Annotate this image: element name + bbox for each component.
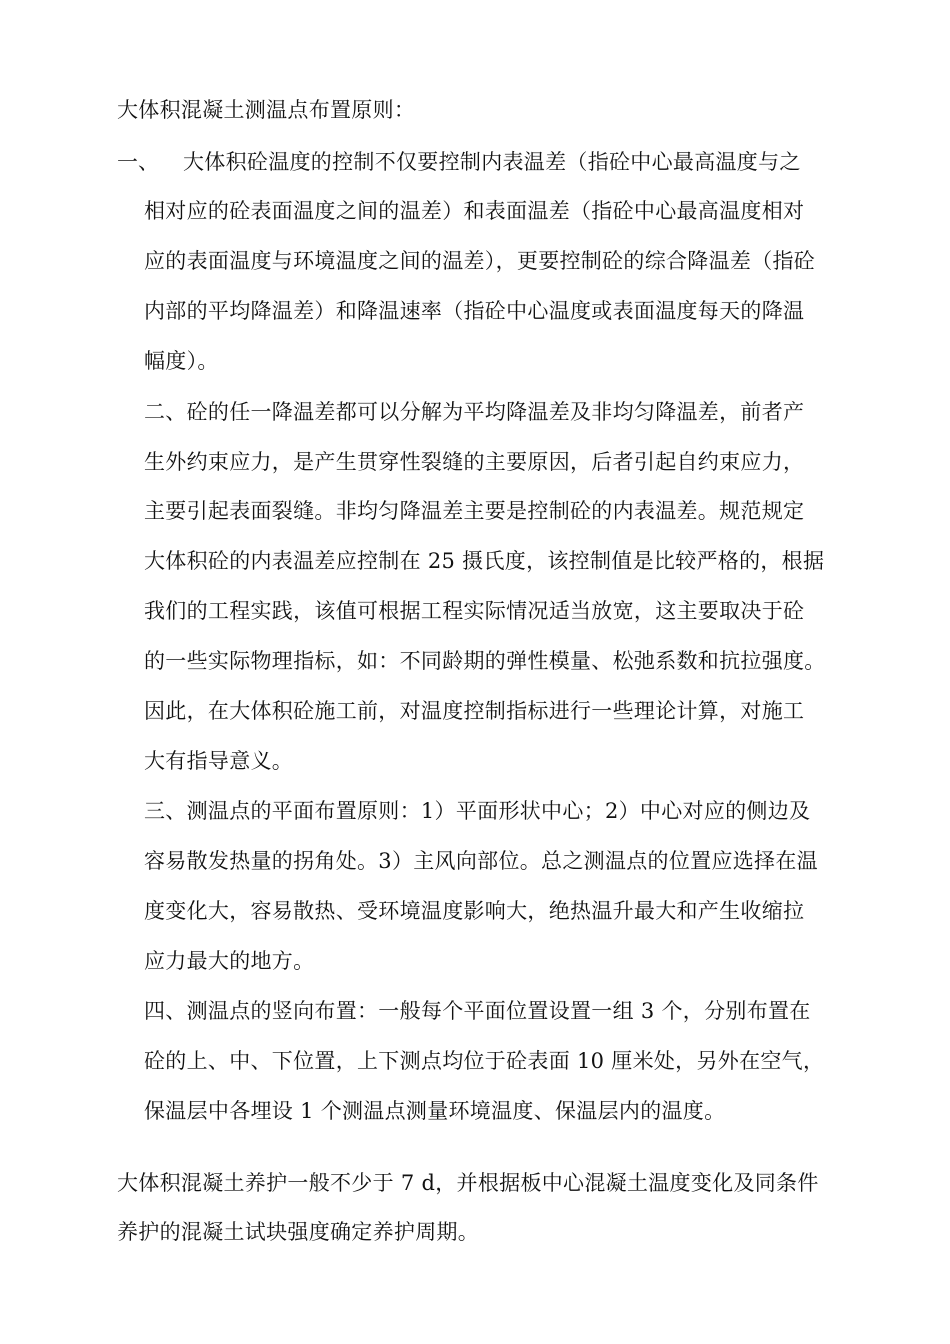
section-1-marker: 一、 xyxy=(117,150,159,174)
paragraph-line: 内部的平均降温差）和降温速率（指砼中心温度或表面温度每天的降温 xyxy=(144,299,805,323)
paragraph-line: 生外约束应力，是产生贯穿性裂缝的主要原因，后者引起自约束应力， xyxy=(144,450,805,474)
paragraph-line: 大体积混凝土养护一般不少于 7 d，并根据板中心混凝土温度变化及同条件 xyxy=(117,1171,819,1195)
paragraph-line: 保温层中各埋设 1 个测温点测量环境温度、保温层内的温度。 xyxy=(144,1099,726,1123)
paragraph-line: 幅度）。 xyxy=(144,349,219,373)
document-title: 大体积混凝土测温点布置原则： xyxy=(117,98,416,122)
paragraph-line: 砼的上、中、下位置，上下测点均位于砼表面 10 厘米处，另外在空气， xyxy=(144,1049,825,1073)
paragraph-line: 应的表面温度与环境温度之间的温差），更要控制砼的综合降温差（指砼 xyxy=(144,249,816,273)
paragraph-line: 容易散发热量的拐角处。3）主风向部位。总之测温点的位置应选择在温 xyxy=(144,849,818,873)
paragraph-line: 应力最大的地方。 xyxy=(144,949,315,973)
paragraph-line: 养护的混凝土试块强度确定养护周期。 xyxy=(117,1220,480,1244)
paragraph-line: 因此，在大体积砼施工前，对温度控制指标进行一些理论计算，对施工 xyxy=(144,699,805,723)
paragraph-line: 相对应的砼表面温度之间的温差）和表面温差（指砼中心最高温度相对 xyxy=(144,199,805,223)
paragraph-line: 四、测温点的竖向布置：一般每个平面位置设置一组 3 个，分别布置在 xyxy=(144,999,811,1023)
paragraph-line: 二、砼的任一降温差都可以分解为平均降温差及非均匀降温差，前者产 xyxy=(144,400,805,424)
paragraph-line: 我们的工程实践，该值可根据工程实际情况适当放宽，这主要取决于砼 xyxy=(144,599,805,623)
paragraph-line: 三、测温点的平面布置原则：1）平面形状中心；2）中心对应的侧边及 xyxy=(144,799,811,823)
paragraph-line: 大有指导意义。 xyxy=(144,749,294,773)
paragraph-line: 大体积砼温度的控制不仅要控制内表温差（指砼中心最高温度与之 xyxy=(183,150,801,174)
paragraph-line: 的一些实际物理指标，如：不同龄期的弹性模量、松弛系数和抗拉强度。 xyxy=(144,649,826,673)
paragraph-line: 度变化大，容易散热、受环境温度影响大，绝热温升最大和产生收缩拉 xyxy=(144,899,805,923)
paragraph-line: 主要引起表面裂缝。非均匀降温差主要是控制砼的内表温差。规范规定 xyxy=(144,499,805,523)
paragraph-line: 大体积砼的内表温差应控制在 25 摄氏度，该控制值是比较严格的，根据 xyxy=(144,549,825,573)
